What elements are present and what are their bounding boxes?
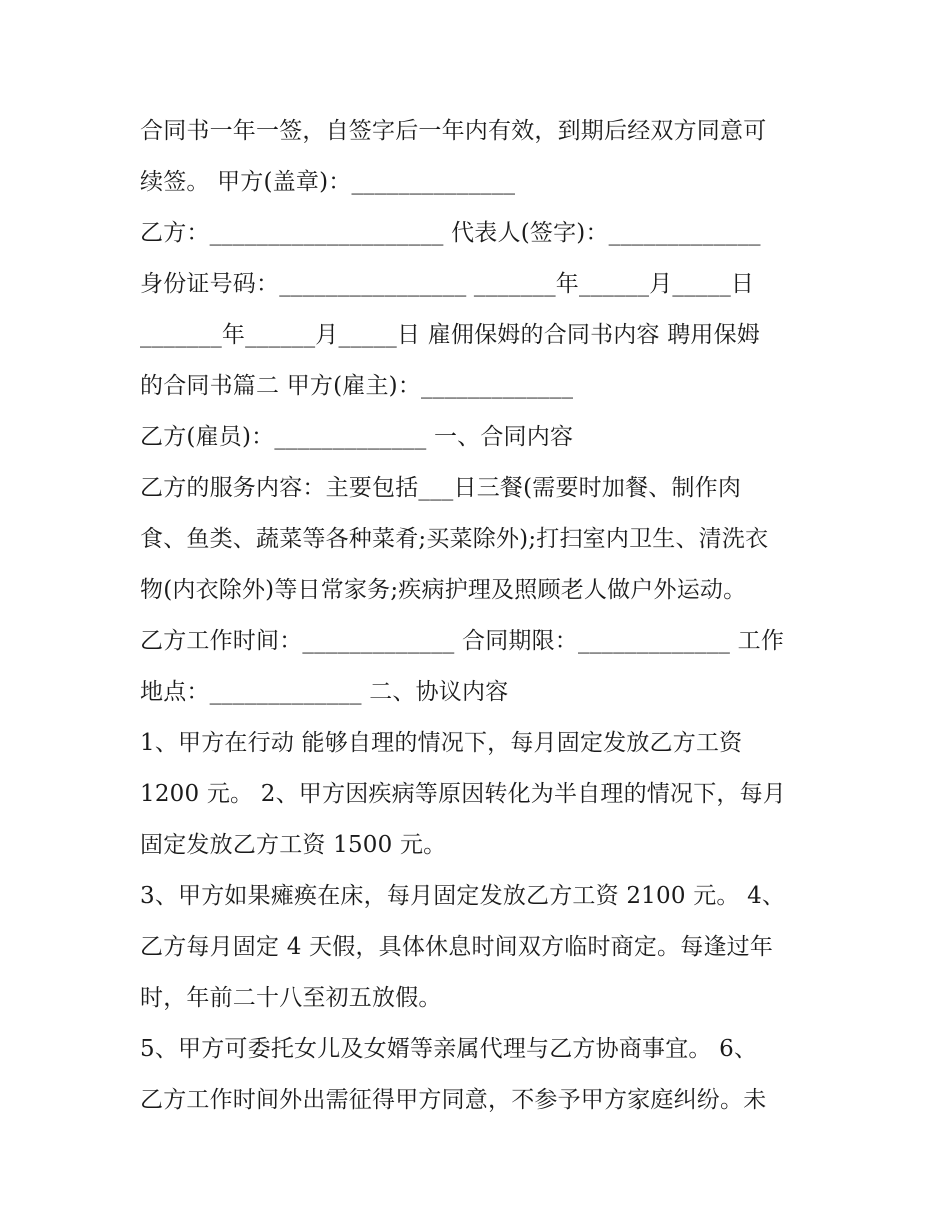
text-line: 食、鱼类、蔬菜等各种菜肴;买菜除外);打扫室内卫生、清洗衣 [140, 526, 769, 552]
text-line: 5、甲方可委托女儿及女婿等亲属代理与乙方协商事宜。 6、 [140, 1036, 758, 1062]
text-line: 乙方：____________________ 代表人(签字)：_____________ [140, 220, 761, 246]
text-line: 地点：_____________ 二、协议内容 [140, 679, 509, 705]
text-line: 的合同书篇二 甲方(雇主)：_____________ [140, 373, 574, 399]
text-line: 1200 元。 2、甲方因疾病等原因转化为半自理的情况下，每月 [140, 781, 786, 807]
text-line: 乙方每月固定 4 天假，具体休息时间双方临时商定。每逢过年 [140, 934, 774, 960]
text-line: 物(内衣除外)等日常家务;疾病护理及照顾老人做户外运动。 [140, 577, 747, 603]
text-line: 1、甲方在行动 能够自理的情况下，每月固定发放乙方工资 [140, 730, 743, 756]
text-line: _______年______月_____日 雇佣保姆的合同书内容 聘用保姆 [140, 322, 761, 348]
text-line: 固定发放乙方工资 1500 元。 [140, 832, 447, 858]
text-line: 续签。 甲方(盖章)：______________ [140, 169, 516, 195]
text-line: 合同书一年一签，自签字后一年内有效，到期后经双方同意可 [140, 118, 767, 144]
text-line: 身份证号码：________________ _______年______月_____日 [140, 271, 755, 297]
contract-text [140, 106, 820, 1126]
text-line: 乙方工作时间外出需征得甲方同意，不参予甲方家庭纠纷。未 [140, 1087, 767, 1113]
text-line: 乙方的服务内容：主要包括___日三餐(需要时加餐、制作肉 [140, 475, 742, 501]
text-line: 时，年前二十八至初五放假。 [140, 985, 442, 1011]
text-line: 乙方(雇员)：_____________ 一、合同内容 [140, 424, 574, 450]
text-line: 乙方工作时间：_____________ 合同期限：_____________ 工作 [140, 628, 785, 654]
text-line: 3、甲方如果瘫痪在床，每月固定发放乙方工资 2100 元。 4、 [140, 883, 786, 909]
